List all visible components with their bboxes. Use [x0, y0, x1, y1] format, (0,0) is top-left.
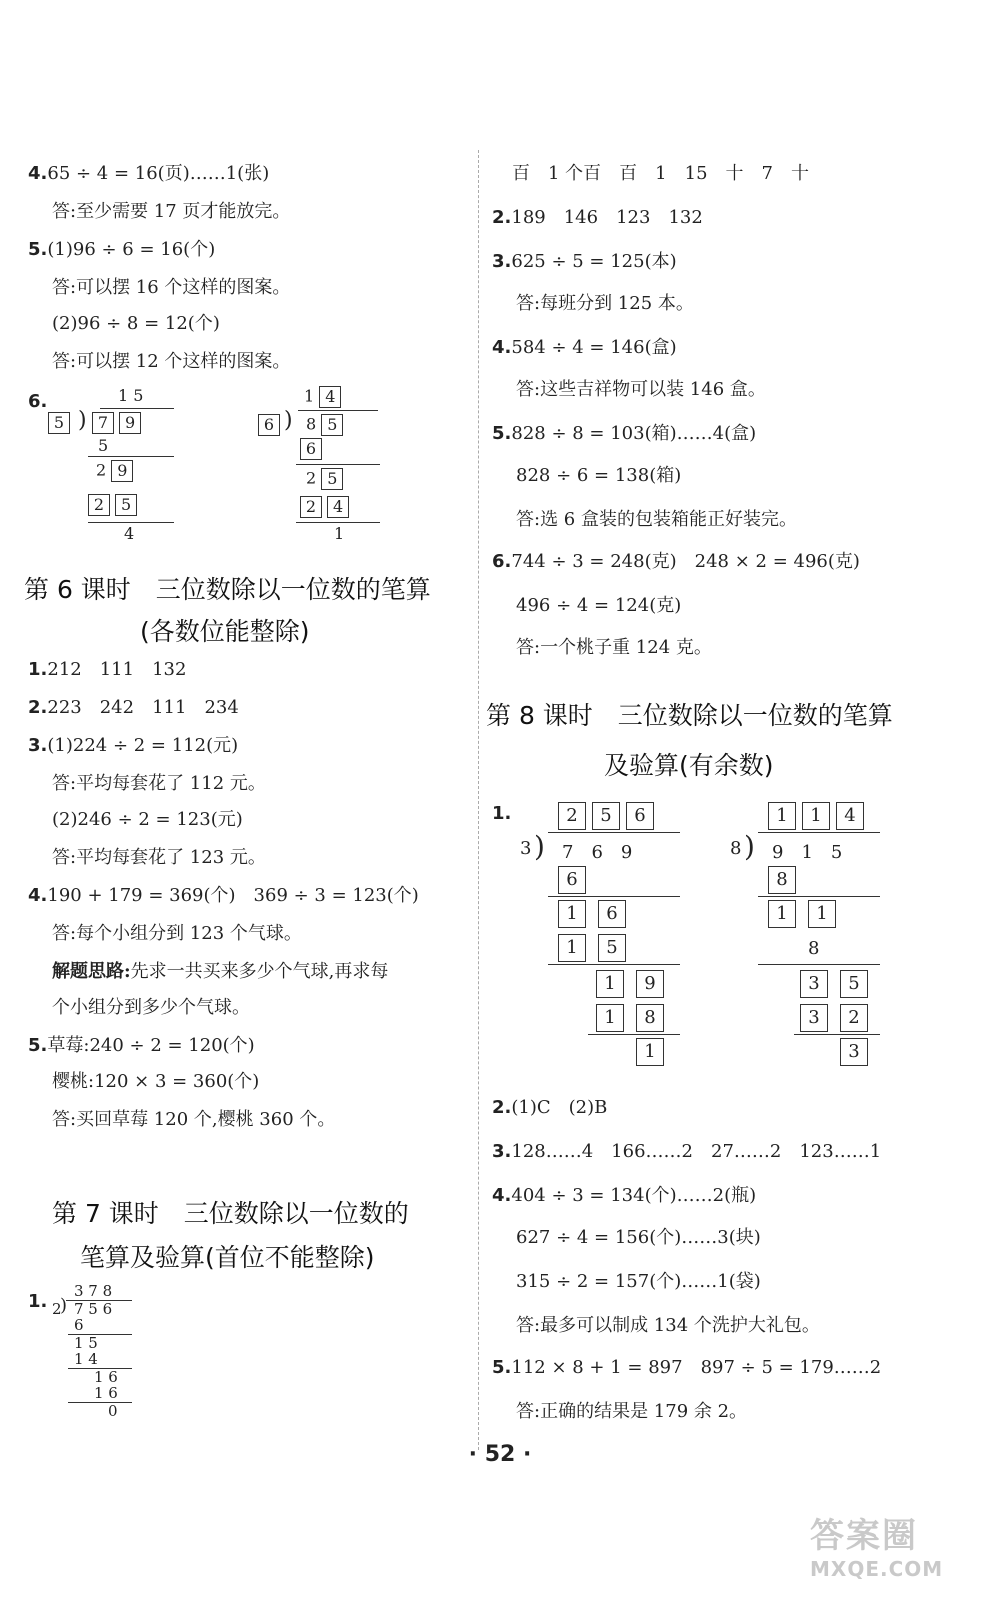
subtract-box: 2	[840, 1004, 868, 1032]
remainder-box: 1	[558, 900, 586, 928]
subtract-box: 4	[327, 496, 349, 518]
final-remainder: 0	[108, 1402, 118, 1420]
q5-answer-1: 答:可以摆 16 个这样的图案。	[52, 277, 291, 298]
lesson-7-subtitle: 笔算及验算(首位不能整除)	[80, 1243, 375, 1272]
subtract-1: 5	[98, 436, 109, 455]
dividend-box: 9	[119, 412, 141, 434]
lesson-8-subtitle: 及验算(有余数)	[604, 751, 774, 780]
remainder-digit: 2	[96, 460, 107, 480]
lesson-8-title: 第 8 课时 三位数除以一位数的笔算	[486, 701, 893, 730]
dividend-digit: 8	[306, 414, 317, 434]
l8-q1-division-2: 1 1 4 8 ) 9 1 5 8 1 1 8 3 5 3 2 3	[728, 802, 898, 1072]
l7-q4-eq: 4.584 ÷ 4 = 146(盒)	[492, 337, 677, 358]
remainder-box: 1	[768, 900, 796, 928]
column-divider	[478, 150, 479, 1450]
dividend: 7 5 6	[74, 1300, 113, 1318]
q5-equation-1: 5.(1)96 ÷ 6 = 16(个)	[28, 239, 216, 260]
final-remainder: 4	[124, 524, 135, 543]
l6-q5-eq2: 樱桃:120 × 3 = 360(个)	[52, 1071, 260, 1092]
subtract-box: 1	[558, 934, 586, 962]
l6-q3-ans1: 答:平均每套花了 112 元。	[52, 773, 266, 794]
l6-q5-ans: 答:买回草莓 120 个,樱桃 360 个。	[52, 1109, 336, 1130]
l7-q6-ans: 答:一个桃子重 124 克。	[516, 637, 712, 658]
l7-q1-explanation: 百 1 个百 百 1 15 十 7 十	[512, 163, 809, 184]
subtract-2: 1 4	[74, 1350, 98, 1368]
l7-q1-number: 1.	[28, 1291, 48, 1312]
q4-equation: 4.65 ÷ 4 = 16(页)……1(张)	[28, 163, 270, 184]
lesson-7-title: 第 7 课时 三位数除以一位数的	[52, 1199, 409, 1228]
subtract-1: 6	[74, 1316, 84, 1334]
q6-division-1: 1 5 5 ) 7 9 5 2 9 2 5 4	[48, 386, 178, 536]
quotient-box: 5	[592, 802, 620, 830]
quotient-digit: 1	[304, 386, 315, 406]
l6-q4-ans: 答:每个小组分到 123 个气球。	[52, 923, 302, 944]
l7-q3-ans: 答:每班分到 125 本。	[516, 293, 694, 314]
l8-q4-ans: 答:最多可以制成 134 个洗护大礼包。	[516, 1315, 820, 1336]
final-remainder: 1	[334, 524, 345, 543]
lesson-6-title: 第 6 课时 三位数除以一位数的笔算	[24, 575, 431, 604]
l7-q5-eq1: 5.828 ÷ 8 = 103(箱)……4(盒)	[492, 423, 757, 444]
q5-equation-2: (2)96 ÷ 8 = 12(个)	[52, 313, 220, 334]
quotient: 3 7 8	[74, 1282, 113, 1300]
remainder-box: 9	[111, 460, 133, 482]
quotient: 1 5	[118, 386, 144, 405]
subtract-box: 8	[636, 1004, 664, 1032]
divisor-box: 6	[258, 414, 280, 436]
l6-q1: 1.212 111 132	[28, 659, 187, 680]
divisor: 3	[520, 838, 532, 859]
remainder-box: 9	[636, 970, 664, 998]
l6-q3-eq1: 3.(1)224 ÷ 2 = 112(元)	[28, 735, 239, 756]
page-number: · 52 ·	[468, 1442, 532, 1467]
remainder-box: 1	[808, 900, 836, 928]
watermark-url: MXQE.COM	[810, 1557, 944, 1581]
divisor-box: 5	[48, 412, 70, 434]
l6-q3-eq2: (2)246 ÷ 2 = 123(元)	[52, 809, 243, 830]
l7-q1-division: 3 7 8 2 ) 7 5 6 6 1 5 1 4 1 6 1 6 0	[50, 1284, 150, 1424]
remainder-box: 3	[800, 970, 828, 998]
q4-answer: 答:至少需要 17 页才能放完。	[52, 201, 291, 222]
watermark-logo	[810, 1508, 970, 1588]
subtract-box: 6	[558, 866, 586, 894]
quotient-box: 6	[626, 802, 654, 830]
q6-division-2: 1 4 6 ) 8 5 6 2 5 2 4 1	[258, 386, 388, 536]
l8-q4-eq1: 4.404 ÷ 3 = 134(个)……2(瓶)	[492, 1185, 757, 1206]
subtract-box: 6	[300, 438, 322, 460]
l8-q1-division-1: 2 5 6 3 ) 7 6 9 6 1 6 1 5 1 9 1 8 1	[518, 802, 688, 1072]
subtract-3: 1 6	[94, 1384, 118, 1402]
q6-number: 6.	[28, 391, 48, 412]
remainder-box: 6	[598, 900, 626, 928]
subtract-box: 2	[88, 494, 110, 516]
l8-q3: 3.128……4 166……2 27……2 123……1	[492, 1141, 882, 1162]
q5-answer-2: 答:可以摆 12 个这样的图案。	[52, 351, 291, 372]
l7-q2: 2.189 146 123 132	[492, 207, 703, 228]
quotient-box: 1	[768, 802, 796, 830]
remainder-1: 1 5	[74, 1334, 98, 1352]
watermark-text: 答案圈	[810, 1516, 918, 1556]
subtract-box: 3	[800, 1004, 828, 1032]
remainder-box: 1	[596, 970, 624, 998]
remainder-digit: 2	[306, 468, 317, 488]
l8-q4-eq2: 627 ÷ 4 = 156(个)……3(块)	[516, 1227, 761, 1248]
l8-q5-ans: 答:正确的结果是 179 余 2。	[516, 1401, 748, 1422]
remainder-box: 5	[321, 468, 343, 490]
subtract-digit: 8	[808, 938, 820, 959]
l7-q3-eq: 3.625 ÷ 5 = 125(本)	[492, 251, 677, 272]
remainder-box: 5	[840, 970, 868, 998]
subtract-box: 2	[300, 496, 322, 518]
lesson-6-subtitle: (各数位能整除)	[140, 617, 310, 646]
quotient-box: 4	[836, 802, 864, 830]
l8-q5-eq: 5.112 × 8 + 1 = 897 897 ÷ 5 = 179……2	[492, 1357, 882, 1378]
l6-q3-ans2: 答:平均每套花了 123 元。	[52, 847, 266, 868]
quotient-box: 2	[558, 802, 586, 830]
l8-q1-number: 1.	[492, 803, 512, 824]
l8-q2: 2.(1)C (2)B	[492, 1097, 608, 1118]
l6-q4-tip: 解题思路:先求一共买来多少个气球,再求每	[52, 961, 389, 982]
divisor: 2	[52, 1300, 62, 1318]
remainder-2: 1 6	[94, 1368, 118, 1386]
l8-q4-eq3: 315 ÷ 2 = 157(个)……1(袋)	[516, 1271, 761, 1292]
l6-q5-eq1: 5.草莓:240 ÷ 2 = 120(个)	[28, 1035, 255, 1056]
dividend-box: 7	[92, 412, 114, 434]
dividend: 9 1 5	[772, 842, 843, 863]
quotient-box: 4	[319, 386, 341, 408]
l6-q4-tip2: 个小组分到多少个气球。	[52, 997, 250, 1018]
l7-q6-eq2: 496 ÷ 4 = 124(克)	[516, 595, 682, 616]
subtract-box: 5	[115, 494, 137, 516]
dividend: 7 6 9	[562, 842, 633, 863]
l7-q4-ans: 答:这些吉祥物可以装 146 盒。	[516, 379, 766, 400]
l7-q5-eq2: 828 ÷ 6 = 138(箱)	[516, 465, 682, 486]
divisor: 8	[730, 838, 742, 859]
l6-q2: 2.223 242 111 234	[28, 697, 239, 718]
final-remainder-box: 3	[840, 1038, 868, 1066]
subtract-box: 8	[768, 866, 796, 894]
quotient-box: 1	[802, 802, 830, 830]
subtract-box: 1	[596, 1004, 624, 1032]
l6-q4-eq: 4.190 + 179 = 369(个) 369 ÷ 3 = 123(个)	[28, 885, 419, 906]
final-remainder-box: 1	[636, 1038, 664, 1066]
dividend-box: 5	[321, 414, 343, 436]
subtract-box: 5	[598, 934, 626, 962]
l7-q5-ans: 答:选 6 盒装的包装箱能正好装完。	[516, 509, 797, 530]
l7-q6-eq1: 6.744 ÷ 3 = 248(克) 248 × 2 = 496(克)	[492, 551, 860, 572]
